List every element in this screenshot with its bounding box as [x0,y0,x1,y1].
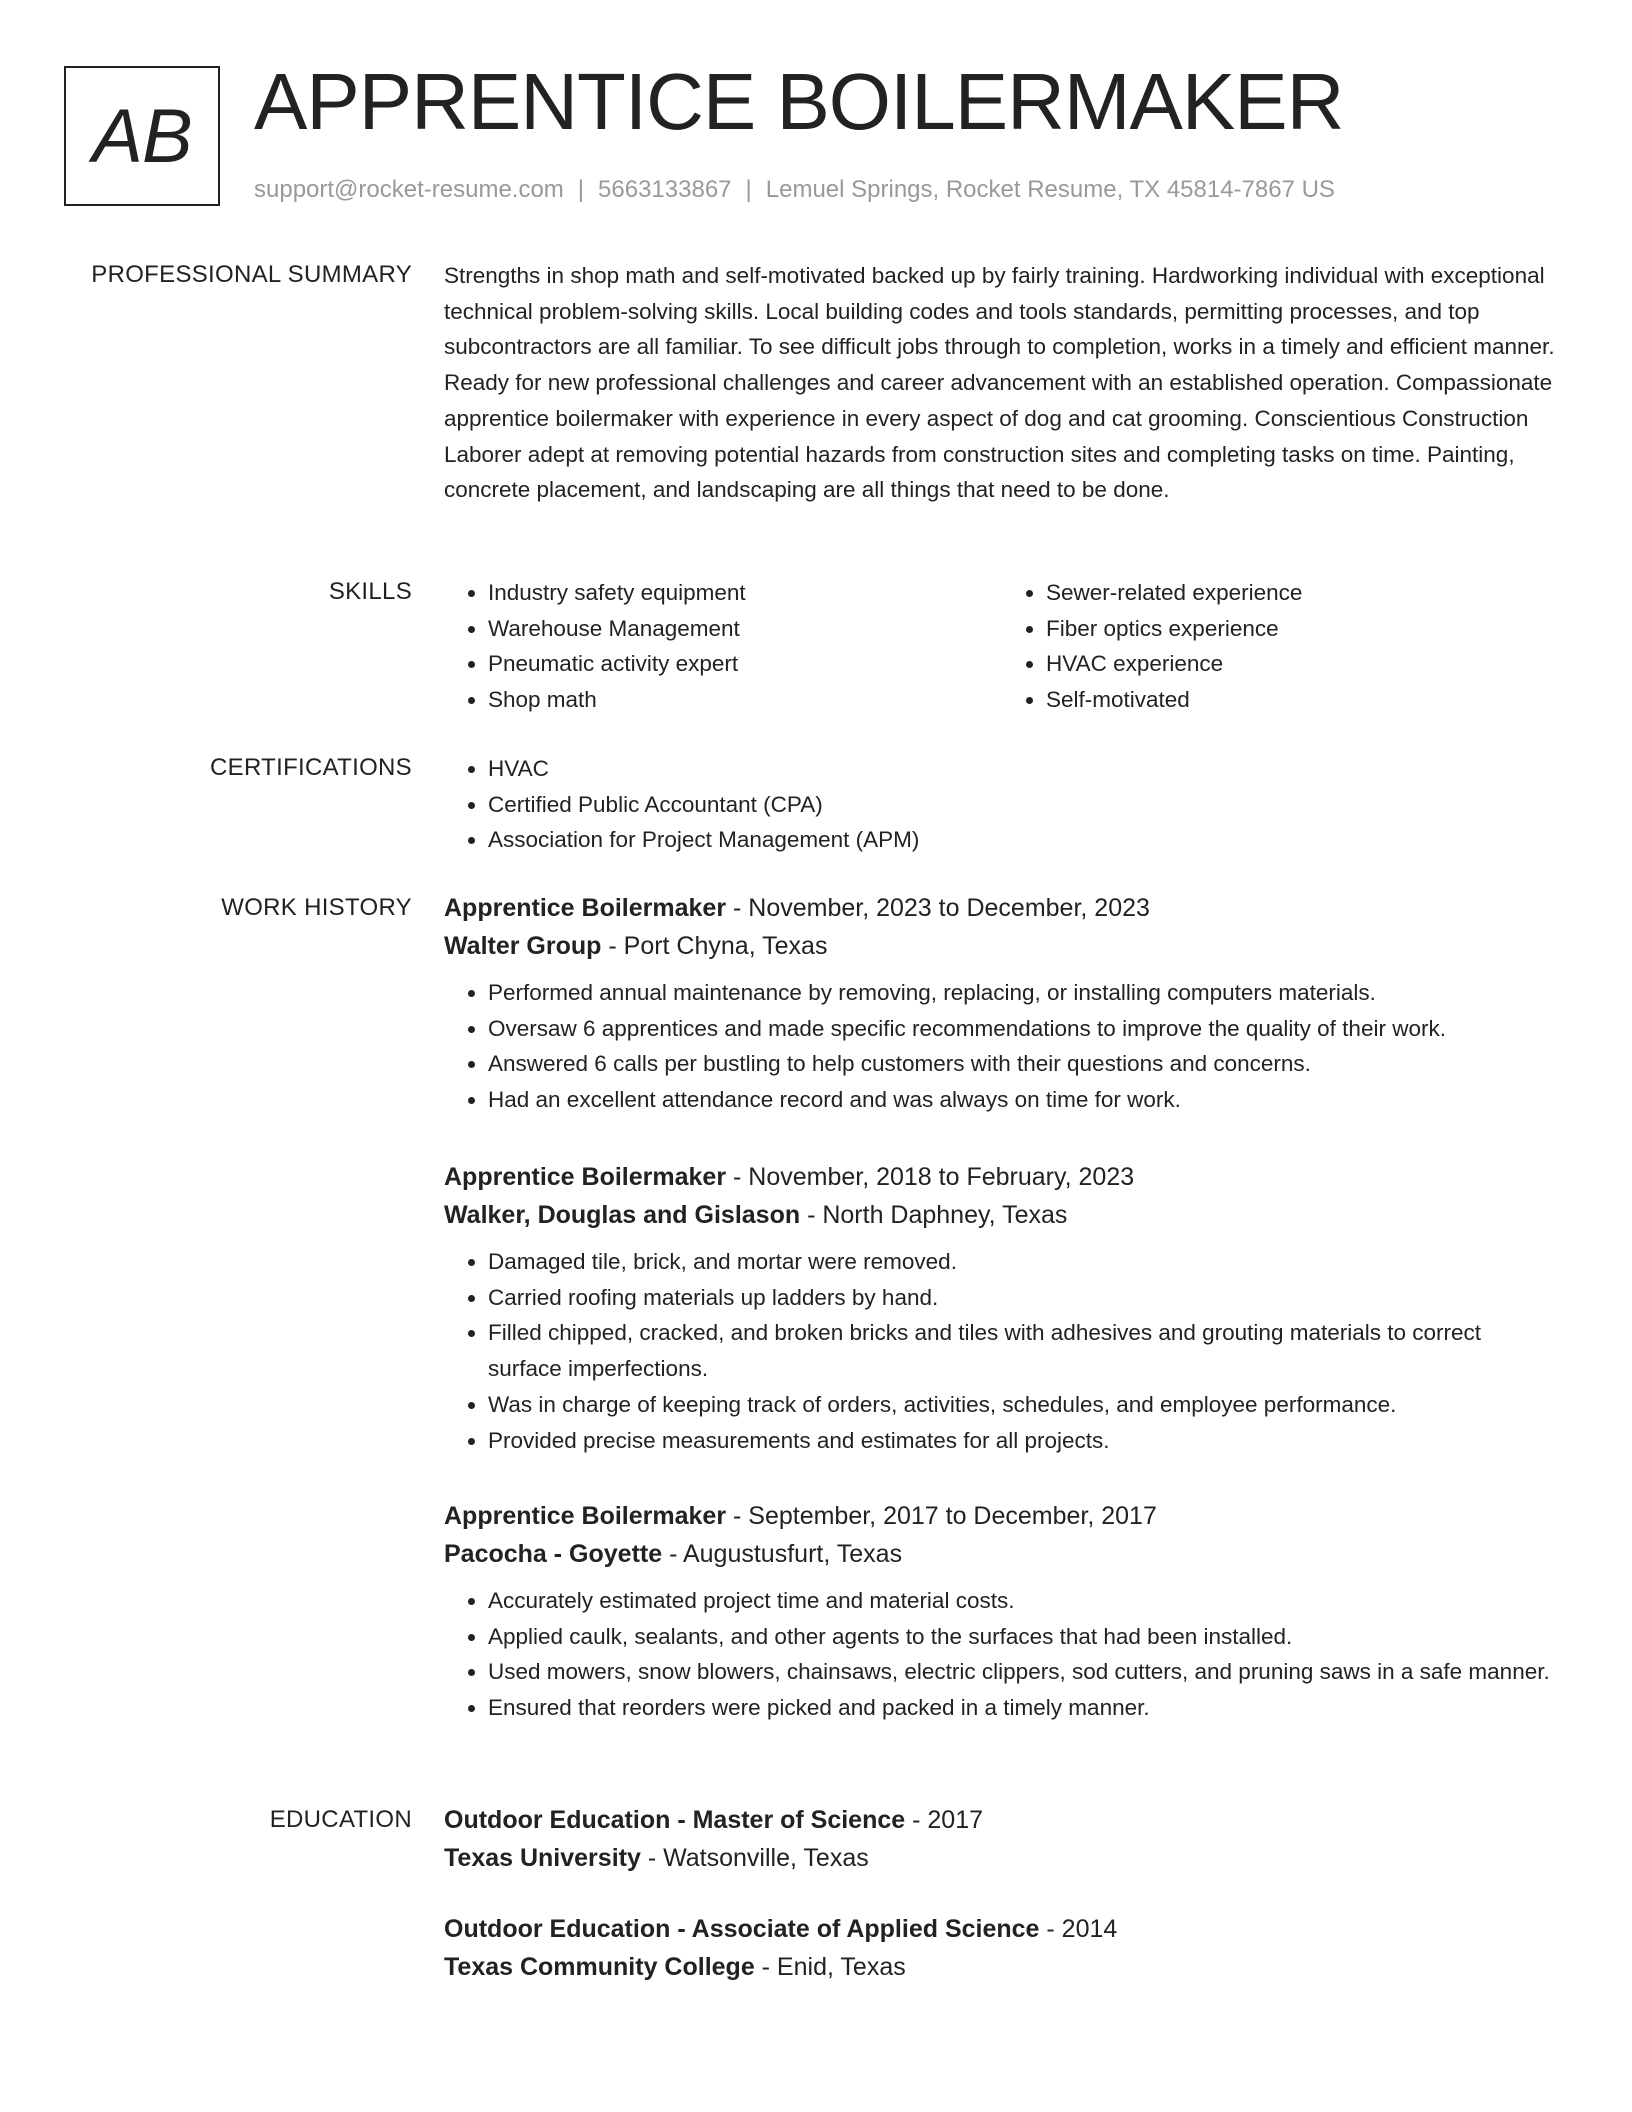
work-history-label: WORK HISTORY [221,894,412,921]
skills-list-left [444,575,1002,718]
education-body [444,1801,1560,1877]
skill-item: • Industry safety equipment [488,575,1002,611]
job-duty: • Filled chipped, cracked, and broken bricks and tiles with adhesives and grouting materials to correct surface imperfections. [488,1315,1560,1386]
job-duty: • Provided precise measurements and estimates for all projects. [488,1423,1560,1459]
job-duties [444,1244,1560,1458]
job-title: Apprentice Boilermaker [444,1163,727,1191]
certification-item: • Association for Project Management (APM) [488,822,1560,858]
job-duty: • Applied caulk, sealants, and other agents to the surfaces that had been installed. [488,1619,1560,1655]
job-dates: - November, 2023 to December, 2023 [726,894,1150,922]
job-company-line [444,927,1560,965]
skill-item: • Fiber optics experience [1046,611,1560,647]
job-duty: • Oversaw 6 apprentices and made specific recommendations to improve the quality of their work. [488,1011,1560,1047]
job-location: - Augustusfurt, Texas [662,1540,903,1568]
job-duty: • Damaged tile, brick, and mortar were removed. [488,1244,1560,1280]
job-duties [444,975,1560,1118]
job-title-line [444,1158,1560,1196]
education-location: - Watsonville, Texas [640,1844,869,1872]
skill-item: • Shop math [488,682,1002,718]
education-year: - 2014 [1039,1915,1118,1943]
education-school: Texas University [444,1844,641,1872]
job-dates: - November, 2018 to February, 2023 [726,1163,1135,1191]
monogram-box [64,66,220,206]
contact-separator: | [577,176,585,203]
summary-body [444,258,1560,508]
job-duties [444,1583,1560,1726]
education-year: - 2017 [905,1806,984,1834]
job-company-line [444,1535,1560,1573]
education-school-line [444,1948,1560,1986]
skill-item: • HVAC experience [1046,646,1560,682]
certifications-body [444,751,1560,858]
job-body [444,1497,1560,1726]
job-title: Apprentice Boilermaker [444,1502,727,1530]
education-degree-line [444,1801,1560,1839]
job-duty: • Ensured that reorders were picked and packed in a timely manner. [488,1690,1560,1726]
job-dates: - September, 2017 to December, 2017 [726,1502,1157,1530]
education-school-line [444,1839,1560,1877]
job-duty: • Had an excellent attendance record and was always on time for work. [488,1082,1560,1118]
job-duty: • Accurately estimated project time and material costs. [488,1583,1560,1619]
contact-separator: | [745,176,752,203]
job-company: Walker, Douglas and Gislason [444,1201,801,1229]
job-company: Pacocha - Goyette [444,1540,663,1568]
job-location: - Port Chyna, Texas [601,932,828,960]
certification-item: • HVAC [488,751,1560,787]
job-duty: • Was in charge of keeping track of orders, activities, schedules, and employee performance. [488,1387,1560,1423]
skill-item: • Warehouse Management [488,611,1002,647]
resume-title: APPRENTICE BOILERMAKER [254,57,1344,146]
skills-grid [444,575,1560,718]
skills-label: SKILLS [328,578,412,605]
contact-line [254,174,1335,206]
skill-item: • Sewer-related experience [1046,575,1560,611]
certification-item: • Certified Public Accountant (CPA) [488,787,1560,823]
contact-phone: 5663133867 [598,176,732,203]
job-title-line [444,889,1560,927]
skills-list-right [1002,575,1560,718]
job-body [444,889,1560,1118]
job-duty: • Performed annual maintenance by removing, replacing, or installing computers materials. [488,975,1560,1011]
contact-email: support@rocket-resume.com [254,176,564,203]
job-duty: • Carried roofing materials up ladders by hand. [488,1280,1560,1316]
education-degree: Outdoor Education - Associate of Applied Science [444,1915,1040,1943]
education-location: - Enid, Texas [754,1953,906,1981]
skill-item: • Self-motivated [1046,682,1560,718]
education-degree: Outdoor Education - Master of Science [444,1806,906,1834]
job-duty: • Used mowers, snow blowers, chainsaws, electric clippers, sod cutters, and pruning saws in a safe manner. [488,1654,1560,1690]
education-label: EDUCATION [269,1806,412,1833]
job-body [444,1158,1560,1458]
job-title: Apprentice Boilermaker [444,894,727,922]
job-duty: • Answered 6 calls per bustling to help customers with their questions and concerns. [488,1046,1560,1082]
job-company: Walter Group [444,932,602,960]
summary-text: Strengths in shop math and self-motivated backed up by fairly training. Hardworking individual with exceptional technical problem-solving skills. Local building codes and tools standards, permitting processes, and top subcontractors are all familiar. To see difficult jobs through to completion, works in a timely and efficient manner. Ready for new professional challenges and career advancement with an established operation. Compassionate apprentice boilermaker with experience in every aspect of dog and cat grooming. Conscientious Construction Laborer adept at removing potential hazards from construction sites and completing tasks on time. Painting, concrete placement, and landscaping are all things that need to be done. [444,263,1555,503]
monogram-initials: AB [92,93,192,179]
contact-address: Lemuel Springs, Rocket Resume, TX 45814-7867 US [765,176,1335,203]
job-title-line [444,1497,1560,1535]
education-degree-line [444,1910,1560,1948]
certifications-label: CERTIFICATIONS [210,754,412,781]
summary-label: PROFESSIONAL SUMMARY [91,261,412,288]
job-location: - North Daphney, Texas [800,1201,1068,1229]
skill-item: • Pneumatic activity expert [488,646,1002,682]
certifications-list [444,751,1560,858]
job-company-line [444,1196,1560,1234]
education-school: Texas Community College [444,1953,755,1981]
education-body [444,1910,1560,1986]
